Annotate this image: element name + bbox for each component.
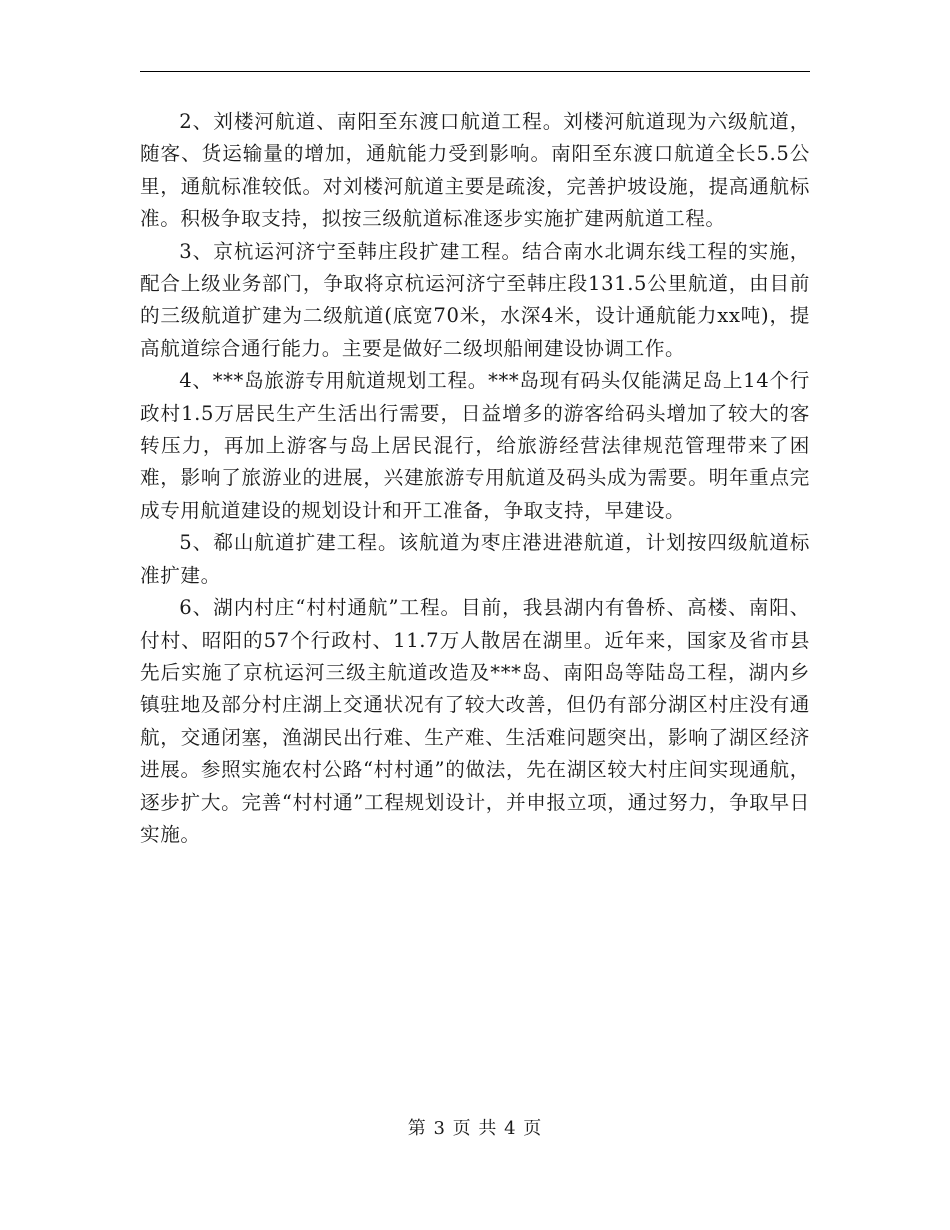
paragraph-item-4: 4、***岛旅游专用航道规划工程。***岛现有码头仅能满足岛上14个行政村1.5万居民生产生活出行需要，日益增多的游客给码头增加了较大的客转压力，再加上游客与岛上居民混行，给旅游经营法律规范管理带来了困难，影响了旅游业的进展，兴建旅游专用航道及码头成为需要。明年重点完成专用航道建设的规划设计和开工准备，争取支持，早建设。	[140, 369, 810, 522]
paragraph-item-6: 6、湖内村庄“村村通航”工程。目前，我县湖内有鲁桥、高楼、南阳、付村、昭阳的57个行政村、11.7万人散居在湖里。近年来，国家及省市县先后实施了京杭运河三级主航道改造及***岛、南阳岛等陆岛工程，湖内乡镇驻地及部分村庄湖上交通状况有了较大改善，但仍有部分湖区村庄没有通航，交通闭塞，渔湖民出行难、生产难、生活难问题突出，影响了湖区经济进展。参照实施农村公路“村村通”的做法，先在湖区较大村庄间实现通航，逐步扩大。完善“村村通”工程规划设计，并申报立项，通过努力，争取早日实施。	[140, 596, 810, 846]
paragraph-item-3: 3、京杭运河济宁至韩庄段扩建工程。结合南水北调东线工程的实施，配合上级业务部门，争取将京杭运河济宁至韩庄段131.5公里航道，由目前的三级航道扩建为二级航道(底宽70米，水深4米，设计通航能力xx吨)，提高航道综合通行能力。主要是做好二级坝船闸建设协调工作。	[140, 239, 810, 360]
paragraph-item-5: 5、郗山航道扩建工程。该航道为枣庄港进港航道，计划按四级航道标准扩建。	[140, 531, 810, 587]
page-number-footer: 第 3 页 共 4 页	[407, 1118, 543, 1139]
header-rule	[140, 71, 810, 72]
document-body	[140, 106, 810, 851]
paragraph-item-2: 2、刘楼河航道、南阳至东渡口航道工程。刘楼河航道现为六级航道，随客、货运输量的增加，通航能力受到影响。南阳至东渡口航道全长5.5公里，通航标准较低。对刘楼河航道主要是疏浚，完善护坡设施，提高通航标准。积极争取支持，拟按三级航道标准逐步实施扩建两航道工程。	[140, 110, 810, 231]
